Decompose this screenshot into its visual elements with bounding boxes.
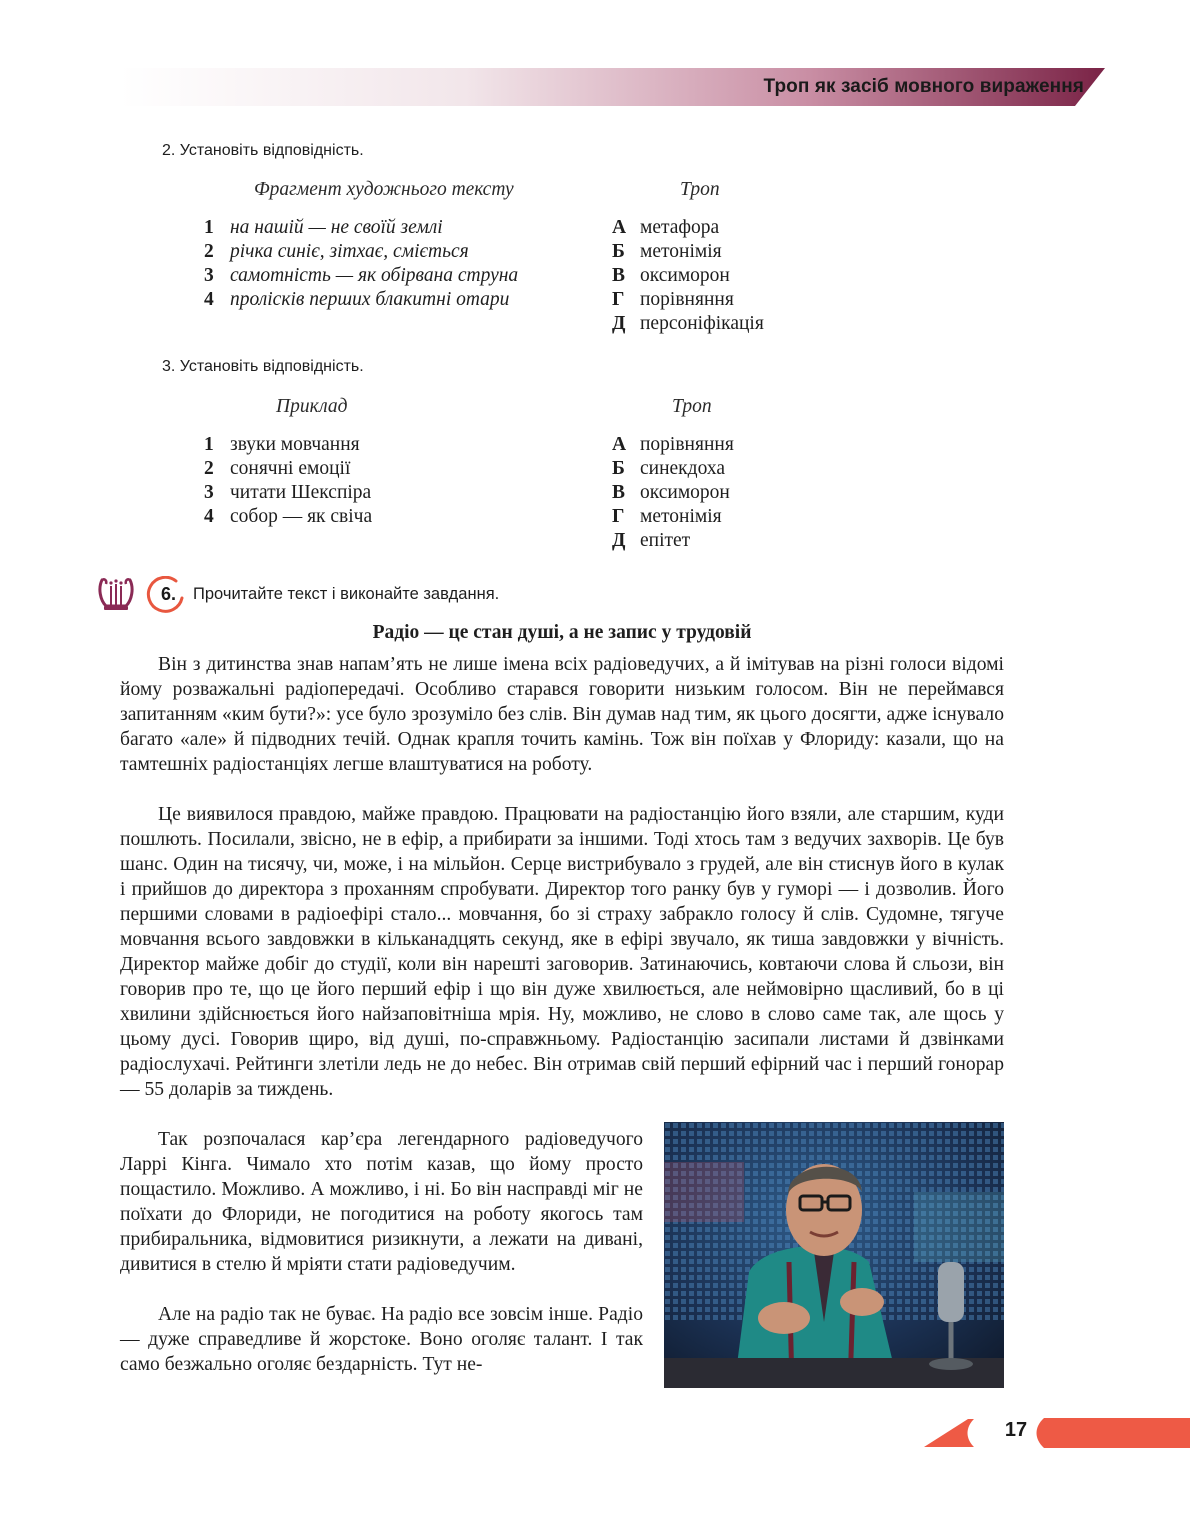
task2-right-item: Б метонімія <box>612 241 722 262</box>
task3-left-heading: Приклад <box>276 396 348 417</box>
task3-left-item: 2 сонячні емоції <box>204 458 351 479</box>
task2-right-item: В оксиморон <box>612 265 730 286</box>
task2-left-item: 1 на нашій — не своїй землі <box>204 217 443 238</box>
task3-right-item: Б синекдоха <box>612 458 725 479</box>
task3-right-heading: Троп <box>672 396 712 417</box>
task2-left-item: 3 самотність — як обірвана струна <box>204 265 519 286</box>
task2-instruction: 2. Установіть відповідність. <box>162 142 364 159</box>
task3-left-item: 1 звуки мовчання <box>204 434 360 455</box>
task2-left-item: 4 пролісків перших блакитні отари <box>204 289 510 310</box>
page-header-title: Троп як засіб мовного вираження <box>763 76 1084 97</box>
task2-left-item: 2 річка синіє, зітхає, сміється <box>204 241 469 262</box>
task6-instruction: Прочитайте текст і виконайте завдання. <box>193 585 500 603</box>
task3-left-item: 4 собор — як свіча <box>204 506 373 527</box>
story-paragraph: Так розпочалася кар’єра легендарного радіоведучого Ларрі Кінга. Чимало хто потім казав, що йому просто пощастило. Можливо. А можливо, і ні. Бо він насправді міг не поїхати до Флориди, не погодитися на роботу якогось там прибиральника, відмовитися ризикнути, а лежати на дивані, дивитися в стелю й мріяти стати радіоведучим. <box>120 1129 643 1275</box>
lyre-icon <box>96 574 136 621</box>
task6-number: 6. <box>161 584 177 604</box>
task2-right-item: Д персоніфікація <box>612 313 764 334</box>
story-title: Радіо — це стан душі, а не запис у трудовій <box>372 622 752 643</box>
task2-right-item: А метафора <box>612 217 720 238</box>
task3-right-item: Д епітет <box>612 530 691 551</box>
task2-right-item: Г порівняння <box>612 289 734 310</box>
task3-right-item: Г метонімія <box>612 506 722 527</box>
task2-left-heading: Фрагмент художнього тексту <box>254 179 514 200</box>
task3-instruction: 3. Установіть відповідність. <box>162 358 364 375</box>
story-paragraph: Але на радіо так не буває. На радіо все зовсім інше. Радіо — дуже справедливе й жорстоке. Воно оголяє талант. І так само безжально оголяє бездарність. Тут не- <box>120 1304 643 1375</box>
page-number: 17 <box>1004 1419 1028 1441</box>
photo-portrait <box>664 1122 1004 1388</box>
task3-right-item: В оксиморон <box>612 482 730 503</box>
task3-left-item: 3 читати Шекспіра <box>204 482 372 503</box>
story-paragraph: Це виявилося правдою, майже правдою. Працювати на радіостанцію його взяли, але старшим, куди пошлють. Посилали, звісно, не в ефір, а прибирати за іншими. Тоді хтось там з ведучих захворів. Це був шанс. Один на тисячу, чи, може, і на мільйон. Серце вистрибувало з грудей, але він стиснув його в кулак і прийшов до директора з проханням спробувати. Директор того ранку був у гуморі — і дозволив. Його першими словами в радіоефірі стало... мовчання, бо зі страху забракло голосу й слів. Судомне, тягуче мовчання всього завдовжки в кільканадцять секунд, яке в ефірі звучало, як тиша завдовжки у вічність. Директор майже добіг до студії, коли він нарешті заговорив. Затинаючись, ковтаючи слова й сльози, він говорив про те, що це його перший ефір і що він дуже хвилюється, але неймовірно щасливий, бо в ці хвилини здійснюється його найзаповітніша мрія. Ну, можливо, не слово в слово саме так, але щось у цьому дусі. Говорив щиро, від душі, по-справжньому. Радіостанцію засипали листами й дзвінками радіослухачі. Рейтинги злетіли ледь не до небес. Він отримав свій перший ефірний час і перший гонорар — 55 доларів за тиждень. <box>120 804 1004 1100</box>
task3-right-item: А порівняння <box>612 434 734 455</box>
story-paragraph: Він з дитинства знав напам’ять не лише імена всіх радіоведучих, а й імітував на різні голоси відомі йому розважальні радіопередачі. Особливо старався говорити низьким голосом. Він не переймався запитанням «ким бути?»: усе було зрозуміло без слів. Він думав над тим, як цього досягти, адже існувало багато «але» й підводних течій. Однак крапля точить камінь. Тож він поїхав у Флориду: казали, що на тамтешніх радіостанціях легше влаштуватися на роботу. <box>120 654 1004 775</box>
task2-right-heading: Троп <box>680 179 720 200</box>
